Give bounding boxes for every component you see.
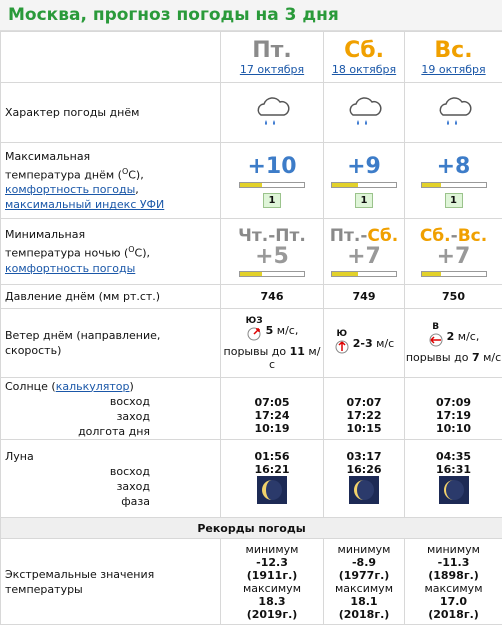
- day-name: Пт.: [252, 38, 292, 63]
- max-temp-row: [1, 143, 502, 219]
- extreme-label: Экстремальные значения температуры: [1, 539, 221, 625]
- max-temp-cell: [221, 143, 324, 219]
- weather-cell: [221, 83, 324, 143]
- wind-direction: ЮЗ: [245, 315, 263, 326]
- day-name: Вс.: [434, 38, 473, 63]
- uv-index-badge: 1: [263, 193, 281, 208]
- uv-index-badge: 1: [355, 193, 373, 208]
- sun-calculator-link[interactable]: калькулятор: [55, 379, 130, 393]
- wind-arrow-icon: [334, 339, 350, 355]
- uv-index-link[interactable]: максимальный индекс УФИ: [5, 198, 165, 212]
- day-date-link[interactable]: 17 октября: [239, 63, 305, 76]
- min-temp-cell: [221, 219, 324, 285]
- pressure-value: 746: [221, 285, 324, 309]
- wind-label: Ветер днём (направление, скорость): [1, 309, 221, 378]
- wind-arrow-icon: [428, 332, 444, 348]
- min-temp-label: Минимальная температура ночью ($^O$С), комфортность погоды: [1, 219, 221, 285]
- moon-phase-icon: [439, 476, 469, 504]
- records-header-row: [1, 518, 502, 539]
- day-header: [324, 32, 405, 83]
- comfort-bar: [421, 182, 487, 188]
- max-temp-label: Максимальная температура днём ($^O$С), комфортность погоды, максимальный индекс УФИ: [1, 143, 221, 219]
- moon-label: Луна восход заход фаза: [1, 440, 221, 518]
- sun-cell: 07:05 17:24 10:19: [221, 378, 324, 440]
- min-temp-value: +5: [255, 244, 289, 269]
- wind-cell: Ю 2-3 м/с: [324, 309, 405, 378]
- sun-cell: 07:09 17:19 10:10: [405, 378, 502, 440]
- extreme-cell: минимум -12.3 (1911г.) максимум 18.3 (2019г.): [221, 539, 324, 625]
- min-temp-cell: [324, 219, 405, 285]
- character-label: Характер погоды днём: [1, 83, 221, 143]
- min-temp-value: +7: [436, 244, 471, 269]
- weather-cell: [324, 83, 405, 143]
- wind-direction: Ю: [336, 328, 348, 339]
- weather-cell: [405, 83, 502, 143]
- extreme-cell: минимум -8.9 (1977г.) максимум 18.1 (2018г.): [324, 539, 405, 625]
- min-temp-cell: [405, 219, 502, 285]
- extreme-row: [1, 539, 502, 625]
- cloud-rain-icon: [252, 91, 292, 131]
- day-header: [221, 32, 324, 83]
- wind-cell: ЮЗ 5 м/с, порывы до 11 м/с: [221, 309, 324, 378]
- max-temp-value: +8: [436, 153, 471, 179]
- day-header-row: [1, 32, 502, 83]
- night-days: Чт.-Пт.: [238, 226, 306, 246]
- day-date-link[interactable]: 18 октября: [331, 63, 397, 76]
- max-temp-value: +10: [247, 153, 297, 179]
- night-days: Сб.-Вс.: [419, 226, 488, 246]
- comfort-bar: [239, 271, 305, 277]
- moon-cell: 01:56 16:21: [221, 440, 324, 518]
- pressure-row: [1, 285, 502, 309]
- night-days: Пт.-Сб.: [329, 226, 399, 246]
- cloud-rain-icon: [344, 91, 384, 131]
- empty-corner: [1, 32, 221, 83]
- comfort-bar: [239, 182, 305, 188]
- wind-cell: В 2 м/с, порывы до 7 м/с: [405, 309, 502, 378]
- character-row: [1, 83, 502, 143]
- sun-label: Солнце (калькулятор) восход заход долгота дня: [1, 378, 221, 440]
- moon-row: [1, 440, 502, 518]
- sun-cell: 07:07 17:22 10:15: [324, 378, 405, 440]
- comfort-bar: [331, 271, 397, 277]
- comfort-bar: [331, 182, 397, 188]
- day-name: Сб.: [344, 38, 384, 63]
- page-title: Москва, прогноз погоды на 3 дня: [0, 0, 502, 31]
- extreme-cell: минимум -11.3 (1898г.) максимум 17.0 (2018г.): [405, 539, 502, 625]
- moon-cell: 03:17 16:26: [324, 440, 405, 518]
- records-header: Рекорды погоды: [1, 518, 502, 539]
- day-header: [405, 32, 502, 83]
- wind-direction: В: [432, 322, 440, 332]
- wind-row: [1, 309, 502, 378]
- wind-arrow-icon: [246, 326, 262, 342]
- moon-phase-icon: [257, 476, 287, 504]
- pressure-value: 749: [324, 285, 405, 309]
- sun-row: [1, 378, 502, 440]
- moon-phase-icon: [349, 476, 379, 504]
- uv-index-badge: 1: [445, 193, 463, 208]
- pressure-label: Давление днём (мм рт.ст.): [1, 285, 221, 309]
- pressure-value: 750: [405, 285, 502, 309]
- min-temp-row: [1, 219, 502, 285]
- moon-cell: 04:35 16:31: [405, 440, 502, 518]
- max-temp-cell: [405, 143, 502, 219]
- max-temp-value: +9: [347, 153, 381, 179]
- forecast-table: [0, 31, 502, 625]
- max-temp-cell: [324, 143, 405, 219]
- comfort-bar: [421, 271, 487, 277]
- cloud-rain-icon: [434, 91, 474, 131]
- day-date-link[interactable]: 19 октября: [421, 63, 486, 76]
- min-temp-value: +7: [347, 244, 381, 269]
- night-comfort-link[interactable]: комфортность погоды: [5, 261, 136, 275]
- comfort-link[interactable]: комфортность погоды: [5, 183, 136, 197]
